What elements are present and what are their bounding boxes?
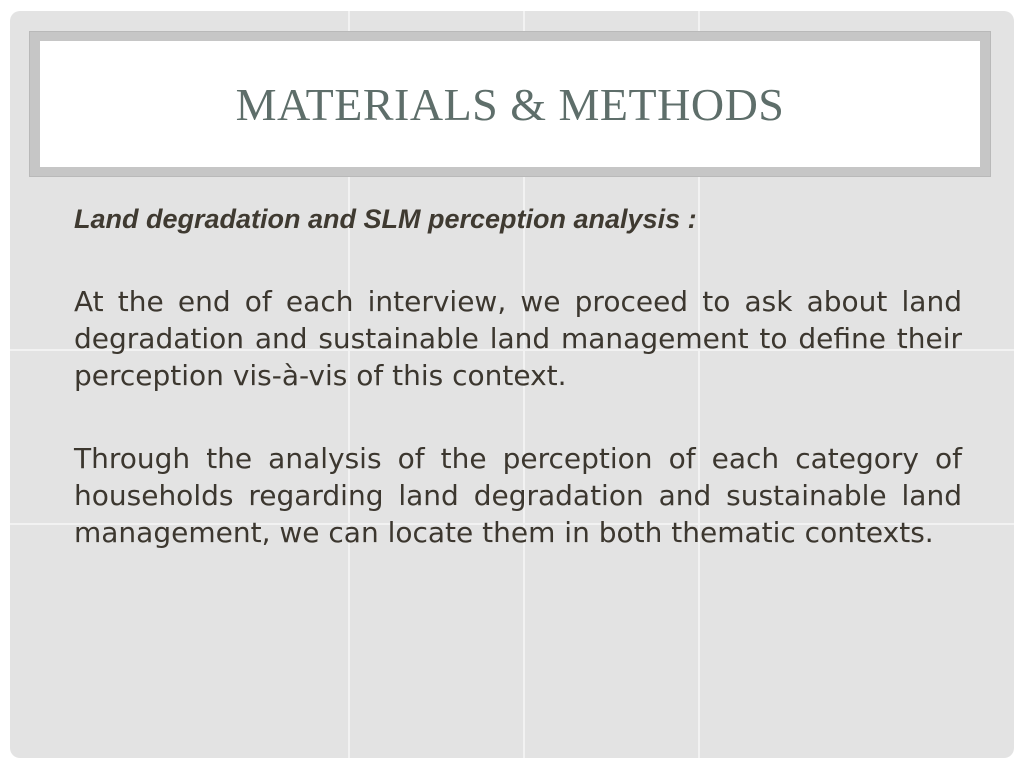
title-box [40,41,980,167]
body-paragraph-2: Through the analysis of the perception of each category of households regarding land degradation and sustainable land management, we can locate them in both thematic contexts. [74,442,962,549]
body-paragraph-1: At the end of each interview, we proceed to ask about land degradation and sustainable land management to define their perception vis-à-vis of this context. [74,285,962,392]
slide-content [74,201,962,597]
title-frame [29,31,991,177]
section-subheading: Land degradation and SLM perception analysis : [74,204,697,234]
slide [10,11,1014,758]
slide-title: MATERIALS & METHODS [235,78,785,130]
